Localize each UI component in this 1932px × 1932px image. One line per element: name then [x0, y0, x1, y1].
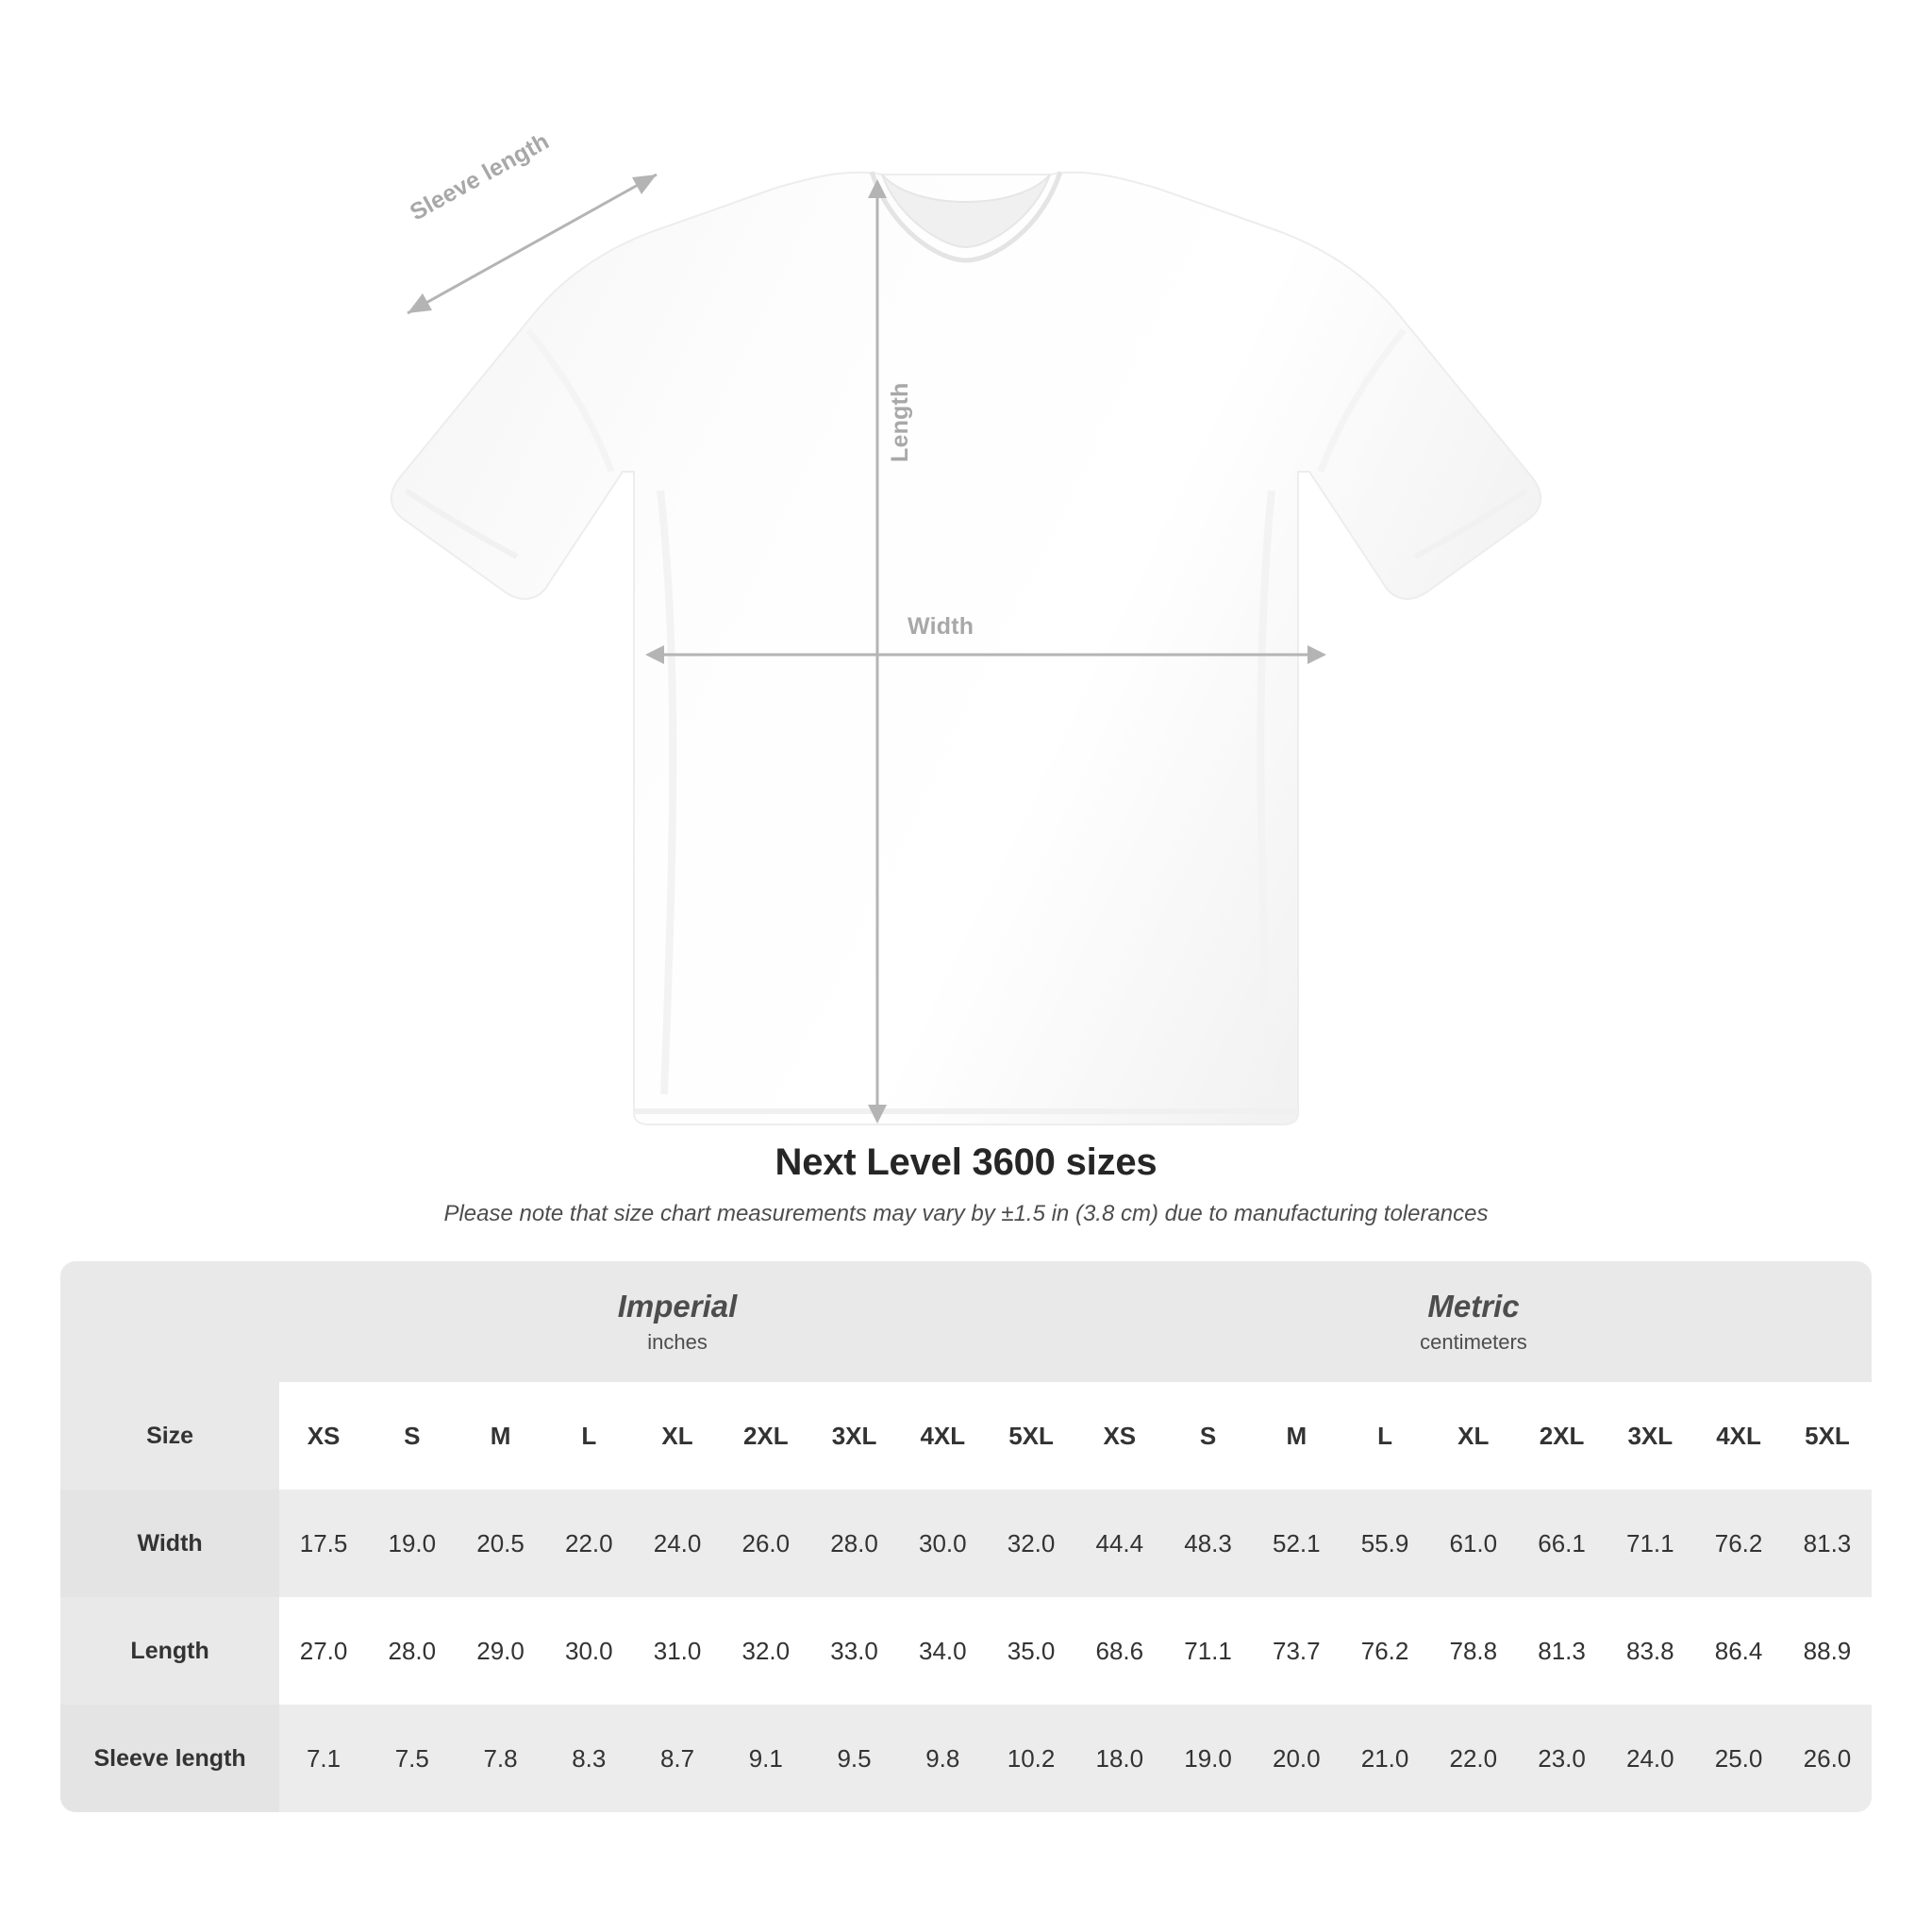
unit-header-imperial [279, 1261, 1075, 1382]
cell-width-imperial-3xl: 28.0 [810, 1490, 899, 1597]
size-header-metric-xs: XS [1075, 1382, 1164, 1490]
cell-length-metric-s: 71.1 [1164, 1597, 1253, 1705]
cell-sleeve-imperial-5xl: 10.2 [987, 1705, 1075, 1812]
cell-length-metric-5xl: 88.9 [1783, 1597, 1872, 1705]
cell-width-imperial-xs: 17.5 [279, 1490, 368, 1597]
size-header-metric-2xl: 2XL [1518, 1382, 1607, 1490]
size-header-metric-4xl: 4XL [1694, 1382, 1783, 1490]
sleeve-length-label: Sleeve length [406, 127, 554, 226]
cell-length-imperial-m: 29.0 [457, 1597, 545, 1705]
unit-name-imperial: Imperial [617, 1289, 738, 1324]
cell-length-metric-l: 76.2 [1341, 1597, 1429, 1705]
row-label-length: Length [60, 1597, 279, 1705]
cell-width-imperial-4xl: 30.0 [898, 1490, 987, 1597]
unit-name-metric: Metric [1427, 1289, 1520, 1324]
cell-sleeve-imperial-l: 8.3 [544, 1705, 633, 1812]
width-label: Width [908, 613, 974, 640]
table-row [60, 1490, 1872, 1597]
cell-length-imperial-xs: 27.0 [279, 1597, 368, 1705]
size-header-row [60, 1382, 1872, 1490]
cell-width-metric-l: 55.9 [1341, 1490, 1429, 1597]
cell-width-metric-3xl: 71.1 [1606, 1490, 1694, 1597]
cell-sleeve-imperial-3xl: 9.5 [810, 1705, 899, 1812]
cell-width-metric-5xl: 81.3 [1783, 1490, 1872, 1597]
tolerance-note: Please note that size chart measurements may vary by ±1.5 in (3.8 cm) due to manufacturing tolerances [443, 1201, 1489, 1226]
cell-sleeve-imperial-4xl: 9.8 [898, 1705, 987, 1812]
cell-width-imperial-5xl: 32.0 [987, 1490, 1075, 1597]
cell-sleeve-imperial-2xl: 9.1 [722, 1705, 810, 1812]
unit-header-metric [1075, 1261, 1872, 1382]
cell-sleeve-imperial-xl: 8.7 [633, 1705, 722, 1812]
cell-sleeve-imperial-m: 7.8 [457, 1705, 545, 1812]
size-header-imperial-xl: XL [633, 1382, 722, 1490]
size-header-metric-5xl: 5XL [1783, 1382, 1872, 1490]
cell-length-imperial-4xl: 34.0 [898, 1597, 987, 1705]
table-row [60, 1705, 1872, 1812]
cell-length-imperial-xl: 31.0 [633, 1597, 722, 1705]
table-row [60, 1597, 1872, 1705]
row-label-width: Width [60, 1490, 279, 1597]
size-header-metric-3xl: 3XL [1606, 1382, 1694, 1490]
cell-width-metric-4xl: 76.2 [1694, 1490, 1783, 1597]
cell-sleeve-metric-2xl: 23.0 [1518, 1705, 1607, 1812]
cell-length-metric-xs: 68.6 [1075, 1597, 1164, 1705]
cell-length-imperial-l: 30.0 [544, 1597, 633, 1705]
cell-width-metric-xs: 44.4 [1075, 1490, 1164, 1597]
size-header-metric-xl: XL [1429, 1382, 1518, 1490]
size-table [60, 1261, 1872, 1812]
size-header-imperial-l: L [544, 1382, 633, 1490]
cell-length-imperial-3xl: 33.0 [810, 1597, 899, 1705]
cell-width-imperial-l: 22.0 [544, 1490, 633, 1597]
cell-sleeve-metric-xl: 22.0 [1429, 1705, 1518, 1812]
size-table-wrap [60, 1261, 1872, 1812]
table-corner [60, 1261, 279, 1382]
cell-width-metric-s: 48.3 [1164, 1490, 1253, 1597]
size-header-imperial-5xl: 5XL [987, 1382, 1075, 1490]
size-header-imperial-s: S [368, 1382, 457, 1490]
unit-sub-imperial: inches [647, 1330, 708, 1354]
cell-length-imperial-5xl: 35.0 [987, 1597, 1075, 1705]
size-header-label: Size [60, 1382, 279, 1490]
cell-sleeve-metric-xs: 18.0 [1075, 1705, 1164, 1812]
cell-sleeve-metric-5xl: 26.0 [1783, 1705, 1872, 1812]
cell-sleeve-imperial-s: 7.5 [368, 1705, 457, 1812]
unit-sub-metric: centimeters [1420, 1330, 1527, 1354]
row-label-sleeve-length: Sleeve length [60, 1705, 279, 1812]
cell-width-metric-m: 52.1 [1252, 1490, 1341, 1597]
cell-length-metric-2xl: 81.3 [1518, 1597, 1607, 1705]
size-header-imperial-3xl: 3XL [810, 1382, 899, 1490]
cell-sleeve-metric-4xl: 25.0 [1694, 1705, 1783, 1812]
title-block [0, 1141, 1932, 1227]
size-header-metric-l: L [1341, 1382, 1429, 1490]
page-title: Next Level 3600 sizes [774, 1141, 1158, 1183]
cell-length-metric-3xl: 83.8 [1606, 1597, 1694, 1705]
size-header-imperial-xs: XS [279, 1382, 368, 1490]
cell-width-metric-xl: 61.0 [1429, 1490, 1518, 1597]
cell-length-metric-m: 73.7 [1252, 1597, 1341, 1705]
cell-sleeve-metric-s: 19.0 [1164, 1705, 1253, 1812]
cell-width-metric-2xl: 66.1 [1518, 1490, 1607, 1597]
size-header-imperial-m: M [457, 1382, 545, 1490]
cell-width-imperial-s: 19.0 [368, 1490, 457, 1597]
cell-sleeve-metric-3xl: 24.0 [1606, 1705, 1694, 1812]
cell-length-metric-xl: 78.8 [1429, 1597, 1518, 1705]
cell-sleeve-imperial-xs: 7.1 [279, 1705, 368, 1812]
size-header-imperial-2xl: 2XL [722, 1382, 810, 1490]
cell-sleeve-metric-m: 20.0 [1252, 1705, 1341, 1812]
cell-length-imperial-2xl: 32.0 [722, 1597, 810, 1705]
cell-length-metric-4xl: 86.4 [1694, 1597, 1783, 1705]
cell-width-imperial-m: 20.5 [457, 1490, 545, 1597]
size-header-metric-s: S [1164, 1382, 1253, 1490]
cell-width-imperial-xl: 24.0 [633, 1490, 722, 1597]
length-label: Length [887, 382, 913, 462]
cell-length-imperial-s: 28.0 [368, 1597, 457, 1705]
shirt-body-shape [391, 172, 1541, 1124]
cell-width-imperial-2xl: 26.0 [722, 1490, 810, 1597]
size-header-metric-m: M [1252, 1382, 1341, 1490]
unit-header-row [60, 1261, 1872, 1382]
size-header-imperial-4xl: 4XL [898, 1382, 987, 1490]
cell-sleeve-metric-l: 21.0 [1341, 1705, 1429, 1812]
